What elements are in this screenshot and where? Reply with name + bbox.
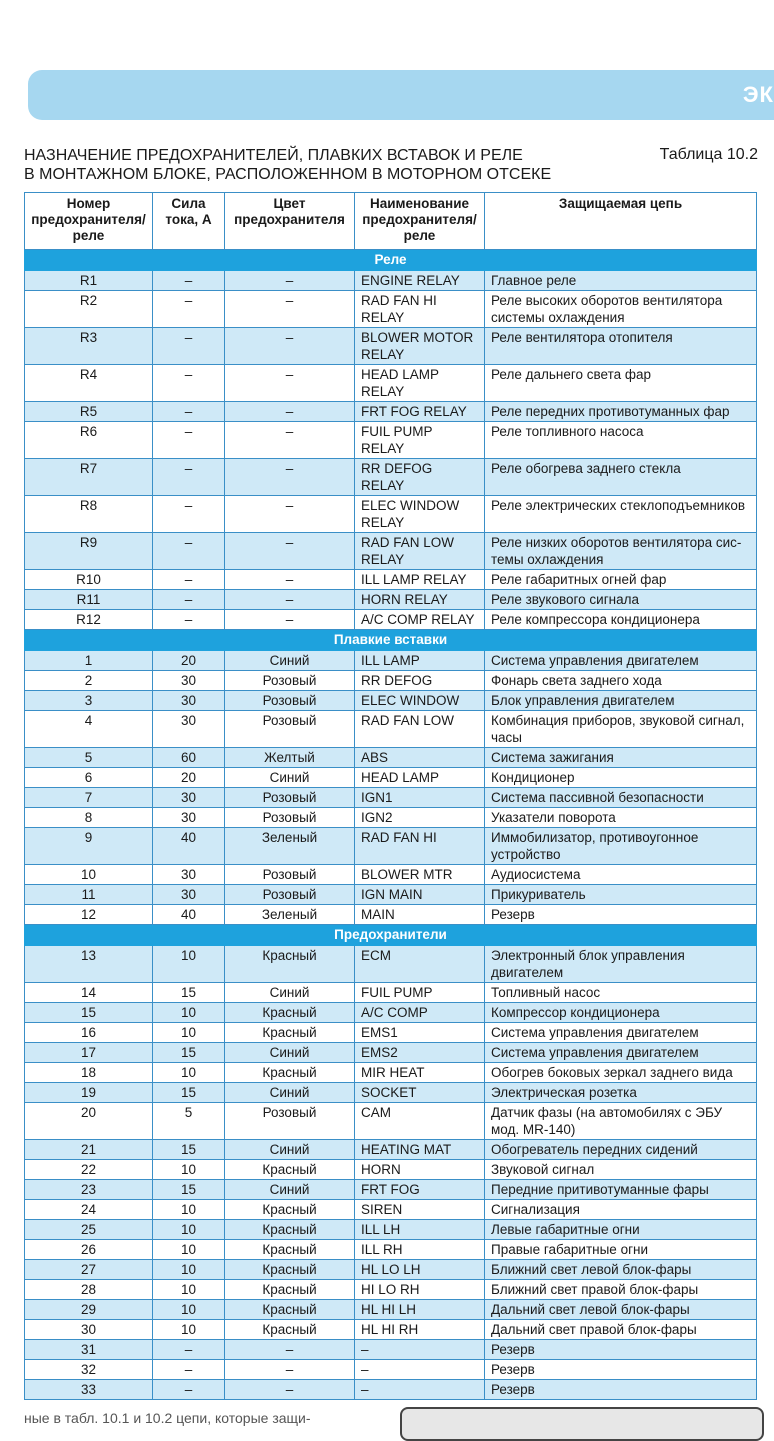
cell-current: 10 bbox=[153, 1160, 225, 1180]
table-row bbox=[25, 1220, 757, 1240]
cell-number: 8 bbox=[25, 808, 153, 828]
cell-current: 15 bbox=[153, 1180, 225, 1200]
cell-color: Желтый bbox=[225, 748, 355, 768]
cell-name: – bbox=[355, 1360, 485, 1380]
cell-number: 28 bbox=[25, 1280, 153, 1300]
cell-name: ABS bbox=[355, 748, 485, 768]
cell-color: Красный bbox=[225, 1300, 355, 1320]
cell-color: Красный bbox=[225, 1003, 355, 1023]
cell-name: ENGINE RELAY bbox=[355, 271, 485, 291]
cell-color: – bbox=[225, 1380, 355, 1400]
cell-name: ILL RH bbox=[355, 1240, 485, 1260]
cell-color: Красный bbox=[225, 1200, 355, 1220]
cell-name: MIR HEAT bbox=[355, 1063, 485, 1083]
cell-circuit: Реле дальнего света фар bbox=[485, 365, 757, 402]
cell-color: Розовый bbox=[225, 711, 355, 748]
cell-name: FUIL PUMP RELAY bbox=[355, 422, 485, 459]
table-row bbox=[25, 671, 757, 691]
cell-name: HEAD LAMP RELAY bbox=[355, 365, 485, 402]
cell-color: – bbox=[225, 422, 355, 459]
cell-circuit: Левые габаритные огни bbox=[485, 1220, 757, 1240]
section-title: Предохранители bbox=[25, 925, 757, 946]
cell-current: 30 bbox=[153, 885, 225, 905]
cell-current: 10 bbox=[153, 1063, 225, 1083]
table-row bbox=[25, 748, 757, 768]
table-row bbox=[25, 1300, 757, 1320]
cell-circuit: Сигнализация bbox=[485, 1200, 757, 1220]
cell-number: 25 bbox=[25, 1220, 153, 1240]
cell-current: 10 bbox=[153, 946, 225, 983]
cell-current: 15 bbox=[153, 1140, 225, 1160]
cell-current: 15 bbox=[153, 983, 225, 1003]
table-row bbox=[25, 1003, 757, 1023]
cell-number: 29 bbox=[25, 1300, 153, 1320]
cell-name: MAIN bbox=[355, 905, 485, 925]
table-row bbox=[25, 533, 757, 570]
photo-frame bbox=[400, 1407, 764, 1441]
cell-name: BLOWER MOTOR RELAY bbox=[355, 328, 485, 365]
table-row bbox=[25, 570, 757, 590]
cell-number: R9 bbox=[25, 533, 153, 570]
cell-number: 23 bbox=[25, 1180, 153, 1200]
table-title-line-2: В МОНТАЖНОМ БЛОКЕ, РАСПОЛОЖЕННОМ В МОТОРНОМ ОТСЕКЕ bbox=[24, 166, 552, 183]
cell-circuit: Реле компрессора кондиционера bbox=[485, 610, 757, 630]
cell-color: – bbox=[225, 328, 355, 365]
cell-circuit: Реле звукового сигнала bbox=[485, 590, 757, 610]
cell-number: R1 bbox=[25, 271, 153, 291]
cell-number: 1 bbox=[25, 651, 153, 671]
cell-circuit: Передние притивотуманные фары bbox=[485, 1180, 757, 1200]
cell-name: HEATING MAT bbox=[355, 1140, 485, 1160]
cell-number: 27 bbox=[25, 1260, 153, 1280]
cell-color: Красный bbox=[225, 1160, 355, 1180]
cell-name: HORN RELAY bbox=[355, 590, 485, 610]
cell-color: Красный bbox=[225, 1280, 355, 1300]
cell-number: 3 bbox=[25, 691, 153, 711]
cell-current: – bbox=[153, 271, 225, 291]
cell-name: A/C COMP RELAY bbox=[355, 610, 485, 630]
cell-current: 10 bbox=[153, 1280, 225, 1300]
table-row bbox=[25, 983, 757, 1003]
cell-current: 10 bbox=[153, 1300, 225, 1320]
table-title-line-1: НАЗНАЧЕНИЕ ПРЕДОХРАНИТЕЛЕЙ, ПЛАВКИХ ВСТАВОК И РЕЛЕ bbox=[24, 147, 523, 164]
cell-name: EMS2 bbox=[355, 1043, 485, 1063]
cell-name: FRT FOG bbox=[355, 1180, 485, 1200]
cell-circuit: Комбинация приборов, звуковой сигнал, часы bbox=[485, 711, 757, 748]
cell-color: – bbox=[225, 496, 355, 533]
cell-name: HEAD LAMP bbox=[355, 768, 485, 788]
cell-number: R2 bbox=[25, 291, 153, 328]
section-header-row bbox=[25, 925, 757, 946]
table-row bbox=[25, 422, 757, 459]
cell-number: 24 bbox=[25, 1200, 153, 1220]
fuse-relay-table bbox=[24, 192, 757, 1400]
cell-color: – bbox=[225, 570, 355, 590]
cell-current: 30 bbox=[153, 711, 225, 748]
cell-circuit: Резерв bbox=[485, 1340, 757, 1360]
cell-current: – bbox=[153, 590, 225, 610]
cell-name: RR DEFOG bbox=[355, 671, 485, 691]
cell-number: 19 bbox=[25, 1083, 153, 1103]
cell-circuit: Аудиосистема bbox=[485, 865, 757, 885]
cell-number: 9 bbox=[25, 828, 153, 865]
cell-current: – bbox=[153, 328, 225, 365]
cell-number: 14 bbox=[25, 983, 153, 1003]
cell-number: R6 bbox=[25, 422, 153, 459]
cell-name: RAD FAN HI bbox=[355, 828, 485, 865]
cell-color: Зеленый bbox=[225, 905, 355, 925]
cell-name: ILL LAMP bbox=[355, 651, 485, 671]
table-row bbox=[25, 1180, 757, 1200]
table-row bbox=[25, 905, 757, 925]
table-row bbox=[25, 271, 757, 291]
cell-color: Красный bbox=[225, 946, 355, 983]
table-row bbox=[25, 402, 757, 422]
cell-current: – bbox=[153, 570, 225, 590]
cell-color: Синий bbox=[225, 1180, 355, 1200]
cell-circuit: Правые габаритные огни bbox=[485, 1240, 757, 1260]
cell-current: 60 bbox=[153, 748, 225, 768]
cell-number: R10 bbox=[25, 570, 153, 590]
column-header-circuit: Защищаемая цепь bbox=[485, 193, 757, 250]
table-row bbox=[25, 1083, 757, 1103]
table-header-row bbox=[25, 193, 757, 250]
column-header-number: Номер предохранителя/ реле bbox=[25, 193, 153, 250]
cell-color: – bbox=[225, 533, 355, 570]
table-row bbox=[25, 291, 757, 328]
chapter-header-band bbox=[28, 70, 774, 120]
column-header-current: Сила тока, А bbox=[153, 193, 225, 250]
cell-color: – bbox=[225, 459, 355, 496]
cell-circuit: Реле топливного насоса bbox=[485, 422, 757, 459]
cell-name: HL HI LH bbox=[355, 1300, 485, 1320]
cell-name: RR DEFOG RELAY bbox=[355, 459, 485, 496]
cell-name: RAD FAN LOW RELAY bbox=[355, 533, 485, 570]
cell-current: 10 bbox=[153, 1240, 225, 1260]
cell-number: 6 bbox=[25, 768, 153, 788]
cell-number: 22 bbox=[25, 1160, 153, 1180]
cell-circuit: Обогреватель передних сидений bbox=[485, 1140, 757, 1160]
cell-color: Розовый bbox=[225, 808, 355, 828]
cell-current: 20 bbox=[153, 768, 225, 788]
cell-name: – bbox=[355, 1380, 485, 1400]
cell-color: Синий bbox=[225, 651, 355, 671]
cell-number: 20 bbox=[25, 1103, 153, 1140]
cell-name: IGN MAIN bbox=[355, 885, 485, 905]
cell-circuit: Прикуриватель bbox=[485, 885, 757, 905]
cell-circuit: Система управления двигателем bbox=[485, 1023, 757, 1043]
cell-current: 10 bbox=[153, 1023, 225, 1043]
cell-circuit: Реле вентилятора отопителя bbox=[485, 328, 757, 365]
cell-name: CAM bbox=[355, 1103, 485, 1140]
cell-name: BLOWER MTR bbox=[355, 865, 485, 885]
cell-color: Красный bbox=[225, 1220, 355, 1240]
cell-number: R12 bbox=[25, 610, 153, 630]
cell-current: 10 bbox=[153, 1320, 225, 1340]
cell-name: – bbox=[355, 1340, 485, 1360]
table-row bbox=[25, 788, 757, 808]
cell-color: – bbox=[225, 402, 355, 422]
cell-name: FRT FOG RELAY bbox=[355, 402, 485, 422]
cell-current: 30 bbox=[153, 671, 225, 691]
cell-name: IGN1 bbox=[355, 788, 485, 808]
cell-current: 10 bbox=[153, 1220, 225, 1240]
table-row bbox=[25, 828, 757, 865]
cell-circuit: Реле обогрева заднего стекла bbox=[485, 459, 757, 496]
cell-number: R5 bbox=[25, 402, 153, 422]
table-row bbox=[25, 885, 757, 905]
cell-circuit: Резерв bbox=[485, 905, 757, 925]
cell-number: 4 bbox=[25, 711, 153, 748]
cell-color: – bbox=[225, 271, 355, 291]
cell-name: ECM bbox=[355, 946, 485, 983]
table-row bbox=[25, 1260, 757, 1280]
cell-current: – bbox=[153, 422, 225, 459]
table-row bbox=[25, 1103, 757, 1140]
cell-number: 11 bbox=[25, 885, 153, 905]
cell-color: Розовый bbox=[225, 691, 355, 711]
cell-number: 7 bbox=[25, 788, 153, 808]
table-row bbox=[25, 496, 757, 533]
cell-circuit: Система пассивной безопасности bbox=[485, 788, 757, 808]
cell-current: 30 bbox=[153, 691, 225, 711]
cell-name: HORN bbox=[355, 1160, 485, 1180]
cell-current: – bbox=[153, 459, 225, 496]
cell-number: 13 bbox=[25, 946, 153, 983]
cell-color: – bbox=[225, 1360, 355, 1380]
cell-number: 5 bbox=[25, 748, 153, 768]
table-row bbox=[25, 1360, 757, 1380]
table-row bbox=[25, 1280, 757, 1300]
cell-current: – bbox=[153, 610, 225, 630]
cell-current: – bbox=[153, 533, 225, 570]
table-row bbox=[25, 711, 757, 748]
cell-name: ILL LAMP RELAY bbox=[355, 570, 485, 590]
table-row bbox=[25, 1340, 757, 1360]
cell-color: Синий bbox=[225, 1083, 355, 1103]
cell-name: ELEC WINDOW RELAY bbox=[355, 496, 485, 533]
cell-color: Красный bbox=[225, 1023, 355, 1043]
cell-circuit: Резерв bbox=[485, 1380, 757, 1400]
table-row bbox=[25, 808, 757, 828]
cell-number: 2 bbox=[25, 671, 153, 691]
cell-color: Розовый bbox=[225, 788, 355, 808]
table-row bbox=[25, 1043, 757, 1063]
cell-number: 12 bbox=[25, 905, 153, 925]
table-row bbox=[25, 1160, 757, 1180]
cell-name: SIREN bbox=[355, 1200, 485, 1220]
cell-circuit: Дальний свет правой блок-фары bbox=[485, 1320, 757, 1340]
cell-circuit: Главное реле bbox=[485, 271, 757, 291]
cell-current: – bbox=[153, 496, 225, 533]
table-row bbox=[25, 1240, 757, 1260]
cell-number: 17 bbox=[25, 1043, 153, 1063]
cell-current: – bbox=[153, 1380, 225, 1400]
cell-circuit: Система управления двигателем bbox=[485, 651, 757, 671]
cell-current: 10 bbox=[153, 1003, 225, 1023]
cell-current: 30 bbox=[153, 808, 225, 828]
cell-color: Розовый bbox=[225, 885, 355, 905]
cell-color: – bbox=[225, 291, 355, 328]
cell-color: Розовый bbox=[225, 671, 355, 691]
cell-circuit: Блок управления двигателем bbox=[485, 691, 757, 711]
cell-circuit: Система зажигания bbox=[485, 748, 757, 768]
table-row bbox=[25, 865, 757, 885]
table-row bbox=[25, 365, 757, 402]
cell-name: SOCKET bbox=[355, 1083, 485, 1103]
cell-name: HL LO LH bbox=[355, 1260, 485, 1280]
cell-circuit: Датчик фазы (на автомобилях с ЭБУ мод. MR-140) bbox=[485, 1103, 757, 1140]
table-row bbox=[25, 459, 757, 496]
cell-current: 15 bbox=[153, 1043, 225, 1063]
cell-name: FUIL PUMP bbox=[355, 983, 485, 1003]
cell-circuit: Топливный насос bbox=[485, 983, 757, 1003]
table-row bbox=[25, 1200, 757, 1220]
cell-color: Розовый bbox=[225, 1103, 355, 1140]
table-row bbox=[25, 946, 757, 983]
cell-current: – bbox=[153, 1360, 225, 1380]
cell-color: – bbox=[225, 1340, 355, 1360]
continuation-text: ные в табл. 10.1 и 10.2 цепи, которые защи- bbox=[24, 1410, 311, 1426]
cell-circuit: Электрическая розетка bbox=[485, 1083, 757, 1103]
section-header-row bbox=[25, 630, 757, 651]
cell-color: Красный bbox=[225, 1240, 355, 1260]
cell-color: Синий bbox=[225, 1140, 355, 1160]
cell-current: – bbox=[153, 402, 225, 422]
cell-color: Красный bbox=[225, 1260, 355, 1280]
cell-circuit: Обогрев боковых зеркал заднего вида bbox=[485, 1063, 757, 1083]
cell-color: Розовый bbox=[225, 865, 355, 885]
cell-number: R8 bbox=[25, 496, 153, 533]
cell-color: Красный bbox=[225, 1320, 355, 1340]
table-title bbox=[24, 146, 584, 184]
cell-number: 30 bbox=[25, 1320, 153, 1340]
cell-name: IGN2 bbox=[355, 808, 485, 828]
cell-name: ILL LH bbox=[355, 1220, 485, 1240]
cell-current: 10 bbox=[153, 1260, 225, 1280]
table-row bbox=[25, 1320, 757, 1340]
cell-current: – bbox=[153, 1340, 225, 1360]
cell-name: EMS1 bbox=[355, 1023, 485, 1043]
table-row bbox=[25, 1140, 757, 1160]
table-row bbox=[25, 1063, 757, 1083]
cell-current: 30 bbox=[153, 788, 225, 808]
cell-current: – bbox=[153, 365, 225, 402]
cell-circuit: Фонарь света заднего хода bbox=[485, 671, 757, 691]
table-row bbox=[25, 691, 757, 711]
cell-color: Красный bbox=[225, 1063, 355, 1083]
cell-color: Синий bbox=[225, 1043, 355, 1063]
cell-circuit: Реле габаритных огней фар bbox=[485, 570, 757, 590]
cell-number: 33 bbox=[25, 1380, 153, 1400]
table-row bbox=[25, 1023, 757, 1043]
cell-number: 21 bbox=[25, 1140, 153, 1160]
cell-number: 31 bbox=[25, 1340, 153, 1360]
cell-color: Синий bbox=[225, 768, 355, 788]
cell-name: A/C COMP bbox=[355, 1003, 485, 1023]
table-row bbox=[25, 328, 757, 365]
cell-circuit: Кондиционер bbox=[485, 768, 757, 788]
cell-color: – bbox=[225, 590, 355, 610]
cell-circuit: Реле низких оборотов вентилятора сис-темы охлаждения bbox=[485, 533, 757, 570]
cell-circuit: Указатели поворота bbox=[485, 808, 757, 828]
cell-name: RAD FAN HI RELAY bbox=[355, 291, 485, 328]
cell-current: 30 bbox=[153, 865, 225, 885]
cell-circuit: Иммобилизатор, противоугонное устройство bbox=[485, 828, 757, 865]
cell-number: 32 bbox=[25, 1360, 153, 1380]
cell-circuit: Компрессор кондиционера bbox=[485, 1003, 757, 1023]
section-title: Плавкие вставки bbox=[25, 630, 757, 651]
cell-name: ELEC WINDOW bbox=[355, 691, 485, 711]
cell-circuit: Ближний свет правой блок-фары bbox=[485, 1280, 757, 1300]
table-row bbox=[25, 651, 757, 671]
table-row bbox=[25, 610, 757, 630]
cell-number: R11 bbox=[25, 590, 153, 610]
cell-current: 10 bbox=[153, 1200, 225, 1220]
cell-name: HL HI RH bbox=[355, 1320, 485, 1340]
cell-circuit: Звуковой сигнал bbox=[485, 1160, 757, 1180]
table-row bbox=[25, 1380, 757, 1400]
cell-circuit: Ближний свет левой блок-фары bbox=[485, 1260, 757, 1280]
cell-color: Синий bbox=[225, 983, 355, 1003]
cell-circuit: Реле передних противотуманных фар bbox=[485, 402, 757, 422]
cell-current: 40 bbox=[153, 828, 225, 865]
cell-number: R7 bbox=[25, 459, 153, 496]
cell-number: 15 bbox=[25, 1003, 153, 1023]
cell-number: 26 bbox=[25, 1240, 153, 1260]
cell-number: R4 bbox=[25, 365, 153, 402]
chapter-header-text: ЭК bbox=[742, 82, 774, 107]
cell-color: – bbox=[225, 610, 355, 630]
cell-color: Зеленый bbox=[225, 828, 355, 865]
table-body bbox=[25, 250, 757, 1400]
cell-circuit: Реле электрических стеклоподъемников bbox=[485, 496, 757, 533]
cell-circuit: Реле высоких оборотов вентилятора системы охлаждения bbox=[485, 291, 757, 328]
cell-number: 10 bbox=[25, 865, 153, 885]
table-row bbox=[25, 768, 757, 788]
section-header-row bbox=[25, 250, 757, 271]
cell-number: 16 bbox=[25, 1023, 153, 1043]
cell-number: 18 bbox=[25, 1063, 153, 1083]
column-header-color: Цвет предохранителя bbox=[225, 193, 355, 250]
cell-circuit: Резерв bbox=[485, 1360, 757, 1380]
table-row bbox=[25, 590, 757, 610]
section-title: Реле bbox=[25, 250, 757, 271]
cell-circuit: Дальний свет левой блок-фары bbox=[485, 1300, 757, 1320]
cell-current: 15 bbox=[153, 1083, 225, 1103]
cell-color: – bbox=[225, 365, 355, 402]
cell-current: – bbox=[153, 291, 225, 328]
cell-circuit: Электронный блок управления двигателем bbox=[485, 946, 757, 983]
cell-number: R3 bbox=[25, 328, 153, 365]
cell-name: HI LO RH bbox=[355, 1280, 485, 1300]
table-number: Таблица 10.2 bbox=[659, 146, 758, 163]
cell-current: 20 bbox=[153, 651, 225, 671]
cell-current: 5 bbox=[153, 1103, 225, 1140]
column-header-name: Наименование предохранителя/ реле bbox=[355, 193, 485, 250]
cell-circuit: Система управления двигателем bbox=[485, 1043, 757, 1063]
cell-name: RAD FAN LOW bbox=[355, 711, 485, 748]
cell-current: 40 bbox=[153, 905, 225, 925]
